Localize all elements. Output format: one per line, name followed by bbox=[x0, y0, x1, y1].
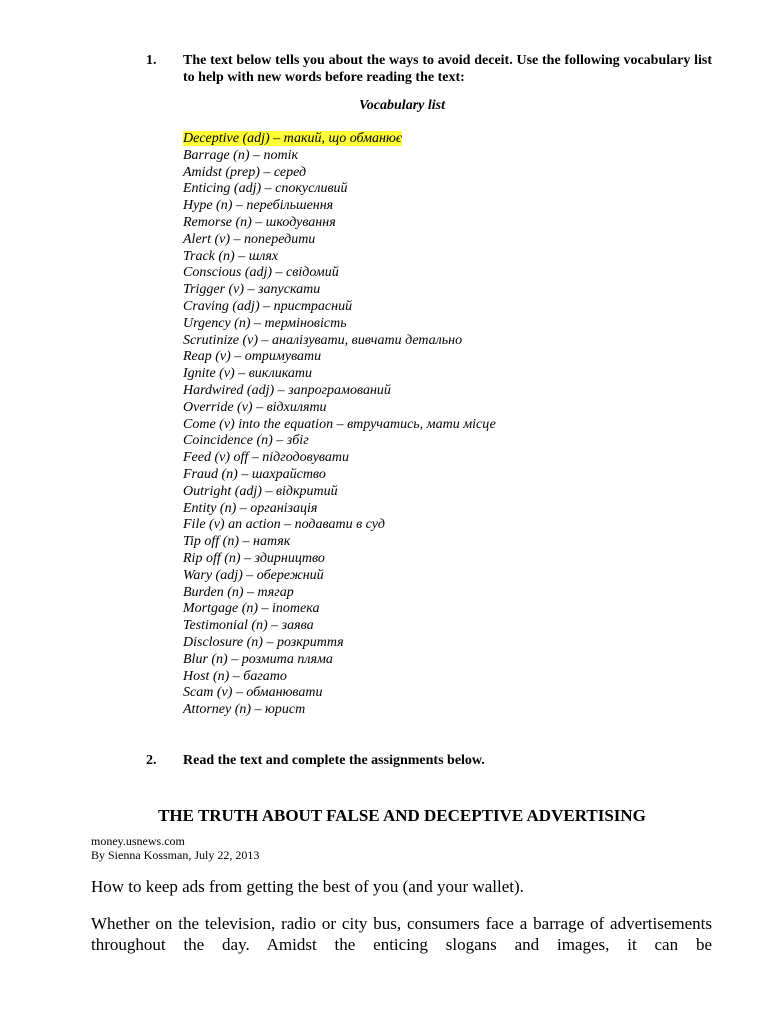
vocabulary-item-text: Wary (adj) – обережний bbox=[183, 567, 324, 583]
vocabulary-item bbox=[183, 601, 496, 618]
vocabulary-item bbox=[183, 652, 496, 669]
vocabulary-item-text: Testimonial (n) – заява bbox=[183, 618, 314, 634]
vocabulary-item bbox=[183, 484, 496, 501]
vocabulary-item-text: Outright (adj) – відкритий bbox=[183, 483, 338, 499]
vocabulary-item-text: Fraud (n) – шахрайство bbox=[183, 466, 326, 482]
vocabulary-item-text: Hype (n) – перебільшення bbox=[183, 198, 334, 214]
vocabulary-item bbox=[183, 669, 496, 686]
vocabulary-item bbox=[183, 366, 496, 383]
vocabulary-item-text: Burden (n) – тягар bbox=[183, 584, 294, 600]
vocabulary-item bbox=[183, 181, 496, 198]
vocabulary-item-text: Feed (v) off – підгодовувати bbox=[183, 450, 350, 466]
vocabulary-item-text: Ignite (v) – викликати bbox=[183, 366, 313, 382]
vocabulary-item bbox=[183, 534, 496, 551]
vocabulary-item bbox=[183, 635, 496, 652]
article-title: THE TRUTH ABOUT FALSE AND DECEPTIVE ADVERTISING bbox=[158, 806, 646, 825]
vocabulary-item-text: Conscious (adj) – свідомий bbox=[183, 265, 339, 281]
vocabulary-item-text: Enticing (adj) – спокусливий bbox=[183, 181, 348, 197]
vocabulary-item bbox=[183, 517, 496, 534]
vocabulary-item-text: Track (n) – шлях bbox=[183, 248, 279, 264]
vocabulary-item-text: Alert (v) – попередити bbox=[183, 231, 316, 247]
vocabulary-item bbox=[183, 417, 496, 434]
vocabulary-item-text: Urgency (n) – терміновість bbox=[183, 315, 347, 331]
vocabulary-item-text: File (v) an action – подавати в суд bbox=[183, 517, 386, 533]
vocabulary-item-text: Hardwired (adj) – запрограмований bbox=[183, 382, 391, 398]
vocabulary-item-text: Reap (v) – отримувати bbox=[183, 349, 322, 365]
article-byline: By Sienna Kossman, July 22, 2013 bbox=[91, 848, 260, 862]
article-paragraph: Whether on the television, radio or city bus, consumers face a barrage of advertisements throughout the day. Amidst the enticing slogans and images, it can be bbox=[91, 914, 712, 954]
vocabulary-item-text: Entity (n) – організація bbox=[183, 500, 318, 516]
vocabulary-list-title: Vocabulary list bbox=[359, 98, 445, 113]
vocabulary-item-text: Host (n) – багато bbox=[183, 668, 287, 684]
vocabulary-item-text: Barrage (n) – потік bbox=[183, 147, 299, 163]
vocabulary-item bbox=[183, 215, 496, 232]
vocabulary-item bbox=[183, 467, 496, 484]
vocabulary-item bbox=[183, 148, 496, 165]
vocabulary-item bbox=[183, 383, 496, 400]
article-source: money.usnews.com bbox=[91, 834, 185, 848]
vocabulary-item bbox=[183, 349, 496, 366]
vocabulary-item bbox=[183, 501, 496, 518]
vocabulary-item bbox=[183, 299, 496, 316]
vocabulary-item-text: Deceptive (adj) – такий, що обманює bbox=[183, 131, 402, 146]
vocabulary-item-text: Tip off (n) – натяк bbox=[183, 534, 291, 550]
vocabulary-item bbox=[183, 450, 496, 467]
task-2-number: 2. bbox=[146, 753, 157, 768]
vocabulary-item bbox=[183, 400, 496, 417]
vocabulary-item-text: Blur (n) – розмита пляма bbox=[183, 651, 333, 667]
vocabulary-item bbox=[183, 568, 496, 585]
task-1-number: 1. bbox=[146, 53, 157, 68]
vocabulary-item-text: Remorse (n) – шкодування bbox=[183, 214, 336, 230]
vocabulary-item-text: Scam (v) – обманювати bbox=[183, 685, 323, 701]
vocabulary-item bbox=[183, 131, 496, 148]
vocabulary-item bbox=[183, 685, 496, 702]
vocabulary-item-text: Override (v) – відхиляти bbox=[183, 399, 327, 415]
vocabulary-item-text: Trigger (v) – запускати bbox=[183, 282, 321, 298]
vocabulary-item bbox=[183, 165, 496, 182]
vocabulary-item-text: Coincidence (n) – збіг bbox=[183, 433, 309, 449]
vocabulary-item bbox=[183, 265, 496, 282]
vocabulary-item-text: Mortgage (n) – іпотека bbox=[183, 601, 320, 617]
vocabulary-item bbox=[183, 232, 496, 249]
vocabulary-item-text: Amidst (prep) – серед bbox=[183, 164, 307, 180]
vocabulary-item-text: Scrutinize (v) – аналізувати, вивчати детально bbox=[183, 332, 463, 348]
vocabulary-item-text: Craving (adj) – пристрасний bbox=[183, 298, 353, 314]
vocabulary-list bbox=[183, 131, 496, 719]
vocabulary-item-text: Attorney (n) – юрист bbox=[183, 702, 306, 718]
vocabulary-item bbox=[183, 618, 496, 635]
vocabulary-item bbox=[183, 702, 496, 719]
task-1-instructions: The text below tells you about the ways to avoid deceit. Use the following vocabulary list to help with new words before reading the text: bbox=[183, 53, 712, 85]
vocabulary-item bbox=[183, 249, 496, 266]
vocabulary-item bbox=[183, 551, 496, 568]
vocabulary-item bbox=[183, 316, 496, 333]
vocabulary-item bbox=[183, 585, 496, 602]
vocabulary-item-text: Rip off (n) – здирництво bbox=[183, 550, 325, 566]
article-lead: How to keep ads from getting the best of you (and your wallet). bbox=[91, 877, 524, 896]
task-2-instructions: Read the text and complete the assignments below. bbox=[183, 753, 485, 768]
vocabulary-item bbox=[183, 198, 496, 215]
vocabulary-item bbox=[183, 282, 496, 299]
vocabulary-item bbox=[183, 333, 496, 350]
vocabulary-item-text: Disclosure (n) – розкриття bbox=[183, 634, 344, 650]
vocabulary-item-text: Come (v) into the equation – втручатись, мати місце bbox=[183, 416, 496, 432]
vocabulary-item bbox=[183, 433, 496, 450]
